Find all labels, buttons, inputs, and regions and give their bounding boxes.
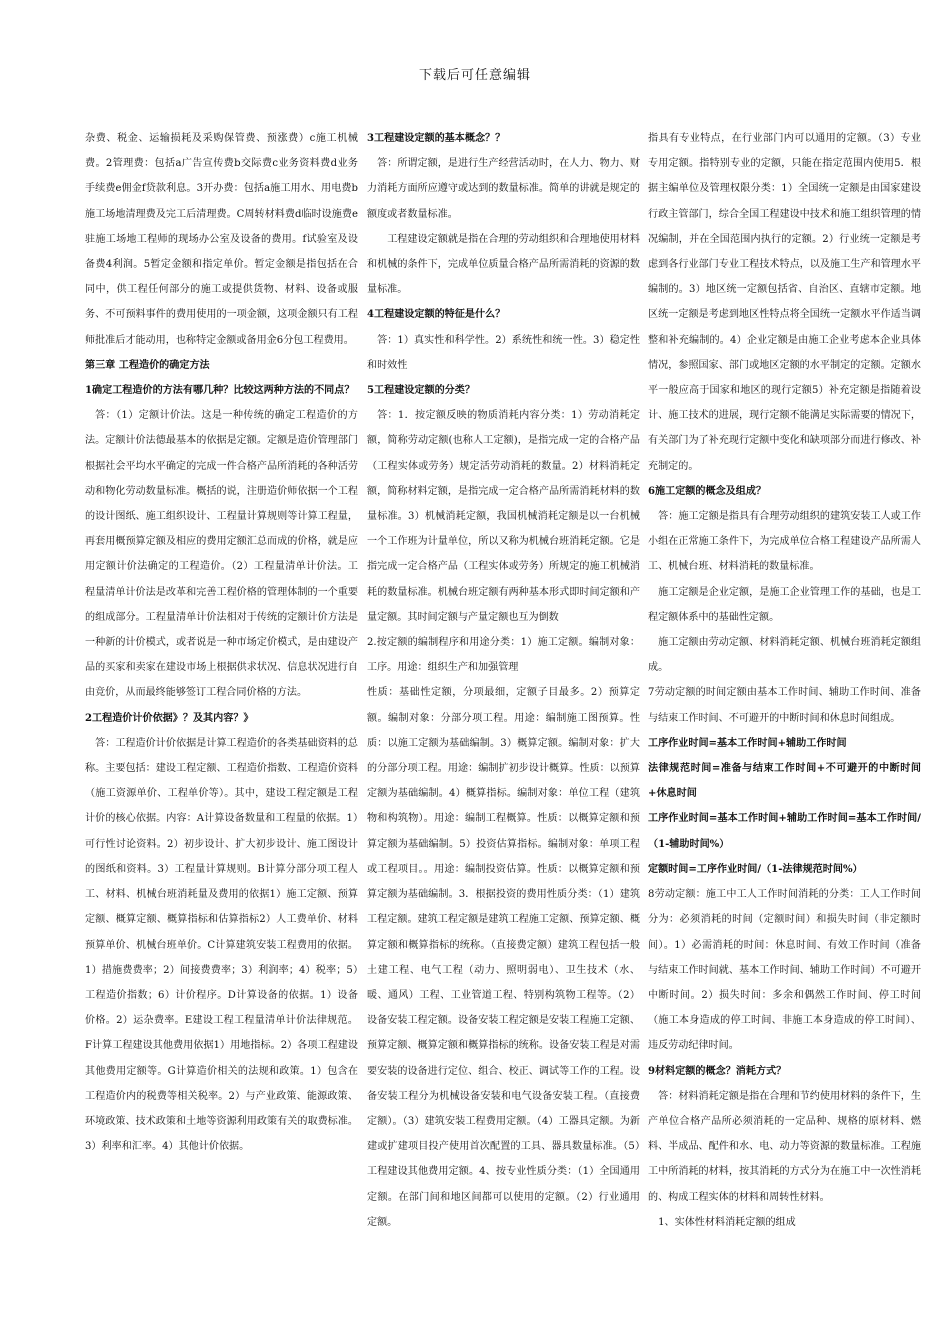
section-heading: 2工程造价计价依据》？及其内容？》 (85, 712, 254, 724)
paragraph: 答：施工定额是指具有合理劳动组织的建筑安装工人或工作小组在正常施工条件下，为完成单位合格工程建设产品所需人工、机械台班、材料消耗的数量标准。 (648, 511, 921, 573)
text-column-3 (648, 126, 921, 1235)
section-heading: 工序作业时间=基本工作时间+辅助工作时间=基本工作时间/（1-辅助时间%） (648, 813, 921, 850)
section-heading: 1确定工程造价的方法有哪几种？比较这两种方法的不同点？ (85, 385, 355, 397)
paragraph: 杂费、税金、运输损耗及采购保管费、预涨费）c施工机械费。2管理费：包括a广告宣传费b交际费c业务资料费d业务手续费e佣金f贷款利息。3开办费：包括a施工用水、用电费b施工场地清理费及完工后清理费。C周转材料费d临时设施费e驻施工场地工程师的现场办公室及设备的费用。f试验室及设备费4利润。5暂定金额和指定单价。暂定金额是指包括在合同中，供工程任何部分的施工或提供货物、材料、设备或服务、不可预料事件的费用使用的一项金额，这项金额只有工程师批准后才能动用，也称特定金额或备用金6分包工程费用。 (85, 133, 358, 346)
text-column-1 (85, 126, 358, 1159)
paragraph: 答：1．按定额反映的物质消耗内容分类：1）劳动消耗定额，简称劳动定额(也称人工定额)，是指完成一定的合格产品（工程实体或劳务）规定活劳动消耗的数量。2）材料消耗定额，简称材料定额，是指完成一定合格产品所需消耗材料的数量标准。3）机械消耗定额，我国机械消耗定额是以一台机械一个工作班为计量单位，所以又称为机械台班消耗定额。它是指完成一定合格产品（工程实体或劳务）所规定的施工机械消耗的数量标准。机械台班定额有两种基本形式即时间定额和产量定额。其时间定额与产量定额也互为倒数 (367, 410, 640, 623)
paragraph: 性质：基础性定额，分项最细，定额子目最多。2）预算定额。编制对象：分部分项工程。用途：编制施工图预算。性质：以施工定额为基础编制。3）概算定额。编制对象：扩大的分部分项工程。用途：编制扩初步设计概算。性质：以预算定额为基础编制。4）概算指标。编制对象：单位工程（建筑物和构筑物）。用途：编制工程概算。性质：以概算定额和预算定额为基础编制。5）投资估算指标。编制对象：单项工程或工程项目。。用途：编制投资估算。性质：以概算定额和预算定额为基础编制。3．根据投资的费用性质分类：（1）建筑工程定额。建筑工程定额是建筑工程施工定额、预算定额、概算定额和概算指标的统称。（直接费定额）建筑工程包括一般土建工程、电气工程（动力、照明弱电）、卫生技术（水、暖、通风）工程、工业管道工程、特别构筑物工程等。（2）设备安装工程定额。设备安装工程定额是安装工程施工定额、预算定额、概算定额和概算指标的统称。设备安装工程是对需要安装的设备进行定位、组合、校正、调试等工作的工程。设备安装工程分为机械设备安装和电气设备安装工程。（直接费定额）。（3）建筑安装工程费用定额。（4）工器具定额。为新建或扩建项目投产使用首次配置的工具、器具数量标准。（5）工程建设其他费用定额。4、按专业性质分类：（1）全国通用定额。在部门间和地区间都可以使用的定额。（2）行业通用定额。 (367, 687, 640, 1228)
paragraph: 工程建设定额就是指在合理的劳动组织和合理地使用材料和机械的条件下，完成单位质量合格产品所需消耗的资源的数量标准。 (367, 233, 640, 296)
text-column-2 (367, 126, 640, 1235)
section-heading: 第三章 工程造价的确定方法 (85, 359, 210, 371)
section-heading: 定额时间=工序作业时间/（1-法律规范时间%） (648, 863, 863, 875)
page-header: 下载后可任意编辑 (418, 68, 531, 83)
section-heading: 9材料定额的概念？消耗方式？ (648, 1065, 787, 1077)
paragraph: 答：所谓定额，是进行生产经营活动时，在人力、物力、财力消耗方面所应遵守或达到的数量标准。简单的讲就是规定的额度或者数量标准。 (367, 158, 640, 220)
paragraph: 答：1）真实性和科学性。2）系统性和统一性。3）稳定性和时效性 (367, 334, 640, 371)
section-heading: 3工程建设定额的基本概念？？ (367, 133, 506, 144)
paragraph: 1、实体性材料消耗定额的组成 (658, 1216, 796, 1228)
section-heading: 法律规范时间=准备与结束工作时间+不可避开的中断时间+休息时间 (648, 763, 921, 800)
paragraph: 8劳动定额：施工中工人工作时间消耗的分类：工人工作时间分为：必须消耗的时间（定额时间）和损失时间（非定额时间）。1）必需消耗的时间：休息时间、有效工作时间（准备与结束工作时间就、基本工作时间、辅助工作时间）不可避开中断时间。2）损失时间：多余和偶然工作时间、停工时间（施工本身造成的停工时间、非施工本身造成的停工时间）、违反劳动纪律时间。 (648, 889, 921, 1052)
section-heading: 工序作业时间=基本工作时间+辅助工作时间 (648, 737, 847, 749)
paragraph: 指具有专业特点，在行业部门内可以通用的定额。（3）专业专用定额。指特别专业的定额，只能在指定范围内使用5．根据主编单位及管理权限分类：1）全国统一定额是由国家建设行政主管部门，综合全国工程建设中技术和施工组织管理的情况编制，并在全国范围内执行的定额。2）行业统一定额是考虑到各行业部门专业工程技术特点，以及施工生产和管理水平编制的。3）地区统一定额包括省、自治区、直辖市定额。地区统一定额是考虑到地区性特点将全国统一定额水平作适当调整和补充编制的。4）企业定额是由施工企业考虑本企业具体情况，参照国家、部门或地区定额的水平制定的定额。定额水平一般应高于国家和地区的现行定额5）补充定额是指随着设计、施工技术的进展，现行定额不能满足实际需要的情况下，有关部门为了补充现行定额中变化和缺项部分而进行修改、补充制定的。 (648, 133, 921, 472)
paragraph: 7劳动定额的时间定额由基本工作时间、辅助工作时间、准备与结束工作时间、不可避开的中断时间和休息时间组成。 (648, 687, 921, 724)
paragraph: 答：工程造价计价依据是计算工程造价的各类基础资料的总称。主要包括：建设工程定额、工程造价指数、工程造价资料（施工资源单价、工程单价等）。其中，建设工程定额是工程计价的核心依据。内容：A计算设备数量和工程量的依据。1）可行性讨论资料。2）初步设计、扩大初步设计、施工图设计的图纸和资料。3）工程量计算规则。B计算分部分项工程人工、材料、机械台班消耗量及费用的依据1）施工定额、预算定额、概算定额、概算指标和估算指标2）人工费单价、材料预算单价、机械台班单价。C计算建筑安装工程费用的依据。1）措施费费率；2）间接费费率；3）利润率；4）税率；5）工程造价指数；6）计价程序。D计算设备的依据。1）设备价格。2）运杂费率。E建设工程工程量清单计价法律规范。F计算工程建设其他费用依据1）用地指标。2）各项工程建设其他费用定额等。G计算造价相关的法规和政策。1）包含在工程造价内的税费等相关税率。2）与产业政策、能源政策、环境政策、技术政策和土地等资源利用政策有关的取费标准。3）利率和汇率。4）其他计价依据。 (85, 737, 358, 1153)
section-heading: 6施工定额的概念及组成？ (648, 485, 767, 497)
section-heading: 4工程建设定额的特征是什么？ (367, 309, 506, 321)
section-heading: 5工程建设定额的分类？ (367, 385, 475, 397)
paragraph: 2.按定额的编制程序和用途分类：1）施工定额。编制对象：工序。用途：组织生产和加强管理 (367, 637, 640, 674)
paragraph: 答：材料消耗定额是指在合理和节约使用材料的条件下，生产单位合格产品所必须消耗的一定品种、规格的原材料、燃料、半成品、配件和水、电、动力等资源的数量标准。工程施工中所消耗的材料，按其消耗的方式分为在施工中一次性消耗的、构成工程实体的材料和周转性材料。 (648, 1090, 921, 1203)
paragraph: 施工定额由劳动定额、材料消耗定额、机械台班消耗定额组成。 (648, 637, 921, 674)
paragraph: 答：（1）定额计价法。这是一种传统的确定工程造价的方法。定额计价法德最基本的依据是定额。定额是造价管理部门根据社会平均水平确定的完成一件合格产品所消耗的各种活劳动和物化劳动数量标准。概括的说，注册造价师依据一个工程的设计图纸、施工组织设计、工程量计算规则等计算工程量，再套用概预算定额及相应的费用定额汇总而成的价格，就是应用定额计价法确定的工程造价。（2）工程量清单计价法。工程量清单计价法是改革和完善工程价格的管理体制的一个重要的组成部分。工程量清单计价法相对于传统的定额计价方法是一种新的计价模式，或者说是一种市场定价模式，是由建设产品的买家和卖家在建设市场上根据供求状况、信息状况进行自由竞价，从而最终能够签订工程合同价格的方法。 (85, 410, 358, 699)
paragraph: 施工定额是企业定额，是施工企业管理工作的基础，也是工程定额体系中的基础性定额。 (648, 586, 921, 623)
